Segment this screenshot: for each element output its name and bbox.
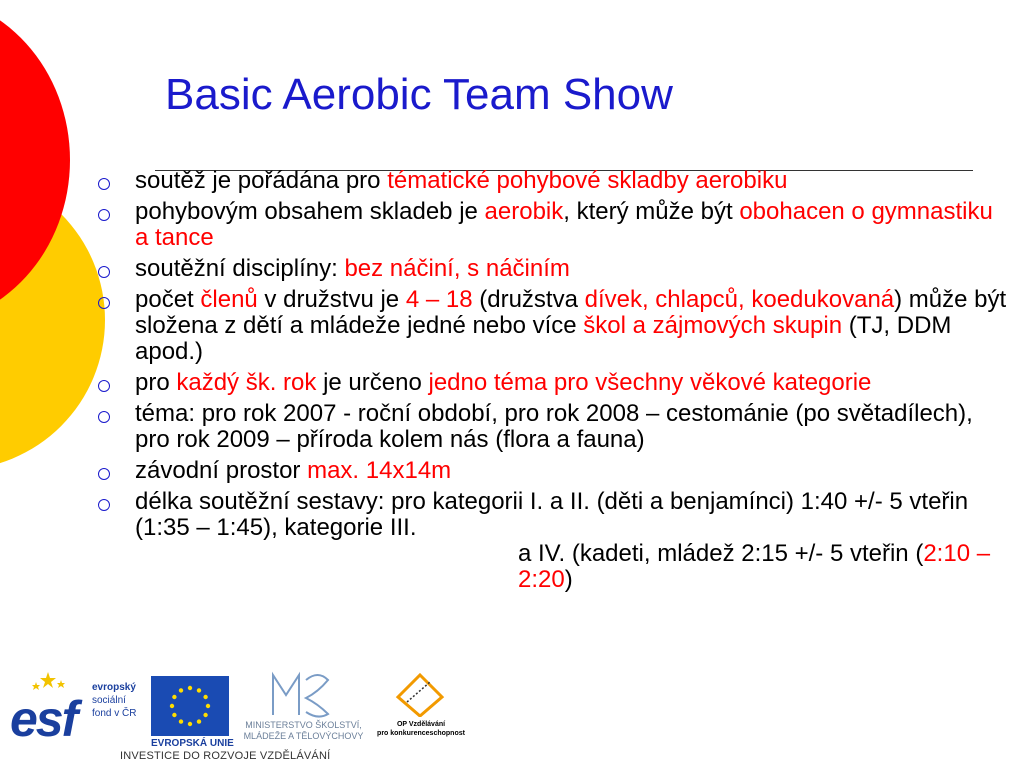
bullet-icon [98,209,110,221]
body-text: je určeno [316,369,429,396]
eu-star [188,722,192,726]
eu-star [179,719,183,723]
highlight-text: každý šk. rok [176,369,317,396]
body-text: téma: pro rok 2007 - roční období, pro rok 2008 – cestománie (po světadílech), pro rok 2009 – příroda kolem nás (flora a fauna) [135,400,973,453]
bullet-icon [98,411,110,423]
body-text: počet [135,286,201,313]
bullet-icon [98,468,110,480]
duration-close: ) [564,566,573,593]
op-line-2: pro konkurenceschopnost [377,730,465,737]
body-text: soutěžní disciplíny: [135,255,345,282]
op-text [374,720,468,738]
esf-line-3: fond v ČR [92,708,137,719]
bullet-icon [98,266,110,278]
highlight-text: škol a zájmových skupin [583,312,843,339]
bullet-icon [98,380,110,392]
list-item [98,199,1008,251]
highlight-text: bez náčiní, s náčiním [344,255,570,282]
list-item [98,168,1008,194]
body-text: v družstvu je [257,286,406,313]
msmt-line-1: MINISTERSTVO ŠKOLSTVÍ, [245,720,362,730]
eu-star [188,686,192,690]
highlight-text: 4 – 18 [405,286,473,313]
body-text: pohybovým obsahem skladeb je [135,198,485,225]
highlight-text: členů [200,286,258,313]
list-item [98,370,1008,396]
bullet-icon [98,178,110,190]
body-text: (TJ, DDM apod.) [135,312,952,365]
body-text: soutěž je pořádána pro [135,167,388,194]
eu-flag-icon [151,676,229,736]
eu-star [197,719,201,723]
eu-label: EVROPSKÁ UNIE [151,738,234,749]
bullet-icon [98,297,110,309]
highlight-text: jedno téma pro všechny věkové kategorie [428,369,872,396]
body-text: , který může být [563,198,740,225]
body-text: pro [135,369,177,396]
slide-title: Basic Aerobic Team Show [165,70,673,119]
list-item [98,287,1008,365]
list-item [98,401,1008,453]
investment-slogan: INVESTICE DO ROZVOJE VZDĚLÁVÁNÍ [120,750,331,762]
bullet-icon [98,499,110,511]
duration-text-2: a IV. (kadeti, mládež 2:15 +/- 5 vteřin ( [518,540,924,567]
eu-star [172,713,176,717]
highlight-text: aerobik [484,198,564,225]
highlight-text: dívek, chlapců, koedukovaná [584,286,895,313]
msmt-line-2: MLÁDEŽE A TĚLOVÝCHOVY [243,731,364,741]
duration-continuation [135,541,1005,593]
op-line-1: OP Vzdělávání [396,721,446,728]
eu-star [203,695,207,699]
body-text: ) může být složena z dětí a mládeže jedné nebo více [135,286,1007,339]
eu-star [206,704,210,708]
esf-line-2: sociální [92,695,126,706]
highlight-text: obohacen o gymnastiku a tance [135,198,993,251]
list-item-duration [98,489,1005,593]
esf-logo: esf [10,691,77,747]
list-item [98,458,1008,484]
duration-range: 2:10 – 2:20 [518,540,991,593]
eu-star [203,713,207,717]
bullet-list [98,168,1008,598]
msmt-text [236,720,371,742]
esf-logo-text [92,681,136,720]
duration-text: délka soutěžní sestavy: pro kategorii I. a II. (děti a benjamínci) 1:40 +/- 5 vteřin (1:35 – 1:45), kategorie III. [135,488,969,541]
esf-line-1: evropský [92,682,136,693]
eu-star [197,688,201,692]
op-logo-icon [395,672,445,717]
msmt-logo-icon [268,670,338,720]
body-text: (družstva [472,286,585,313]
highlight-text: tématické pohybové skladby aerobiku [387,167,788,194]
body-text: závodní prostor [135,457,308,484]
eu-star [172,695,176,699]
list-item [98,256,1008,282]
eu-star [170,704,174,708]
highlight-text: max. 14x14m [307,457,452,484]
eu-star [179,688,183,692]
